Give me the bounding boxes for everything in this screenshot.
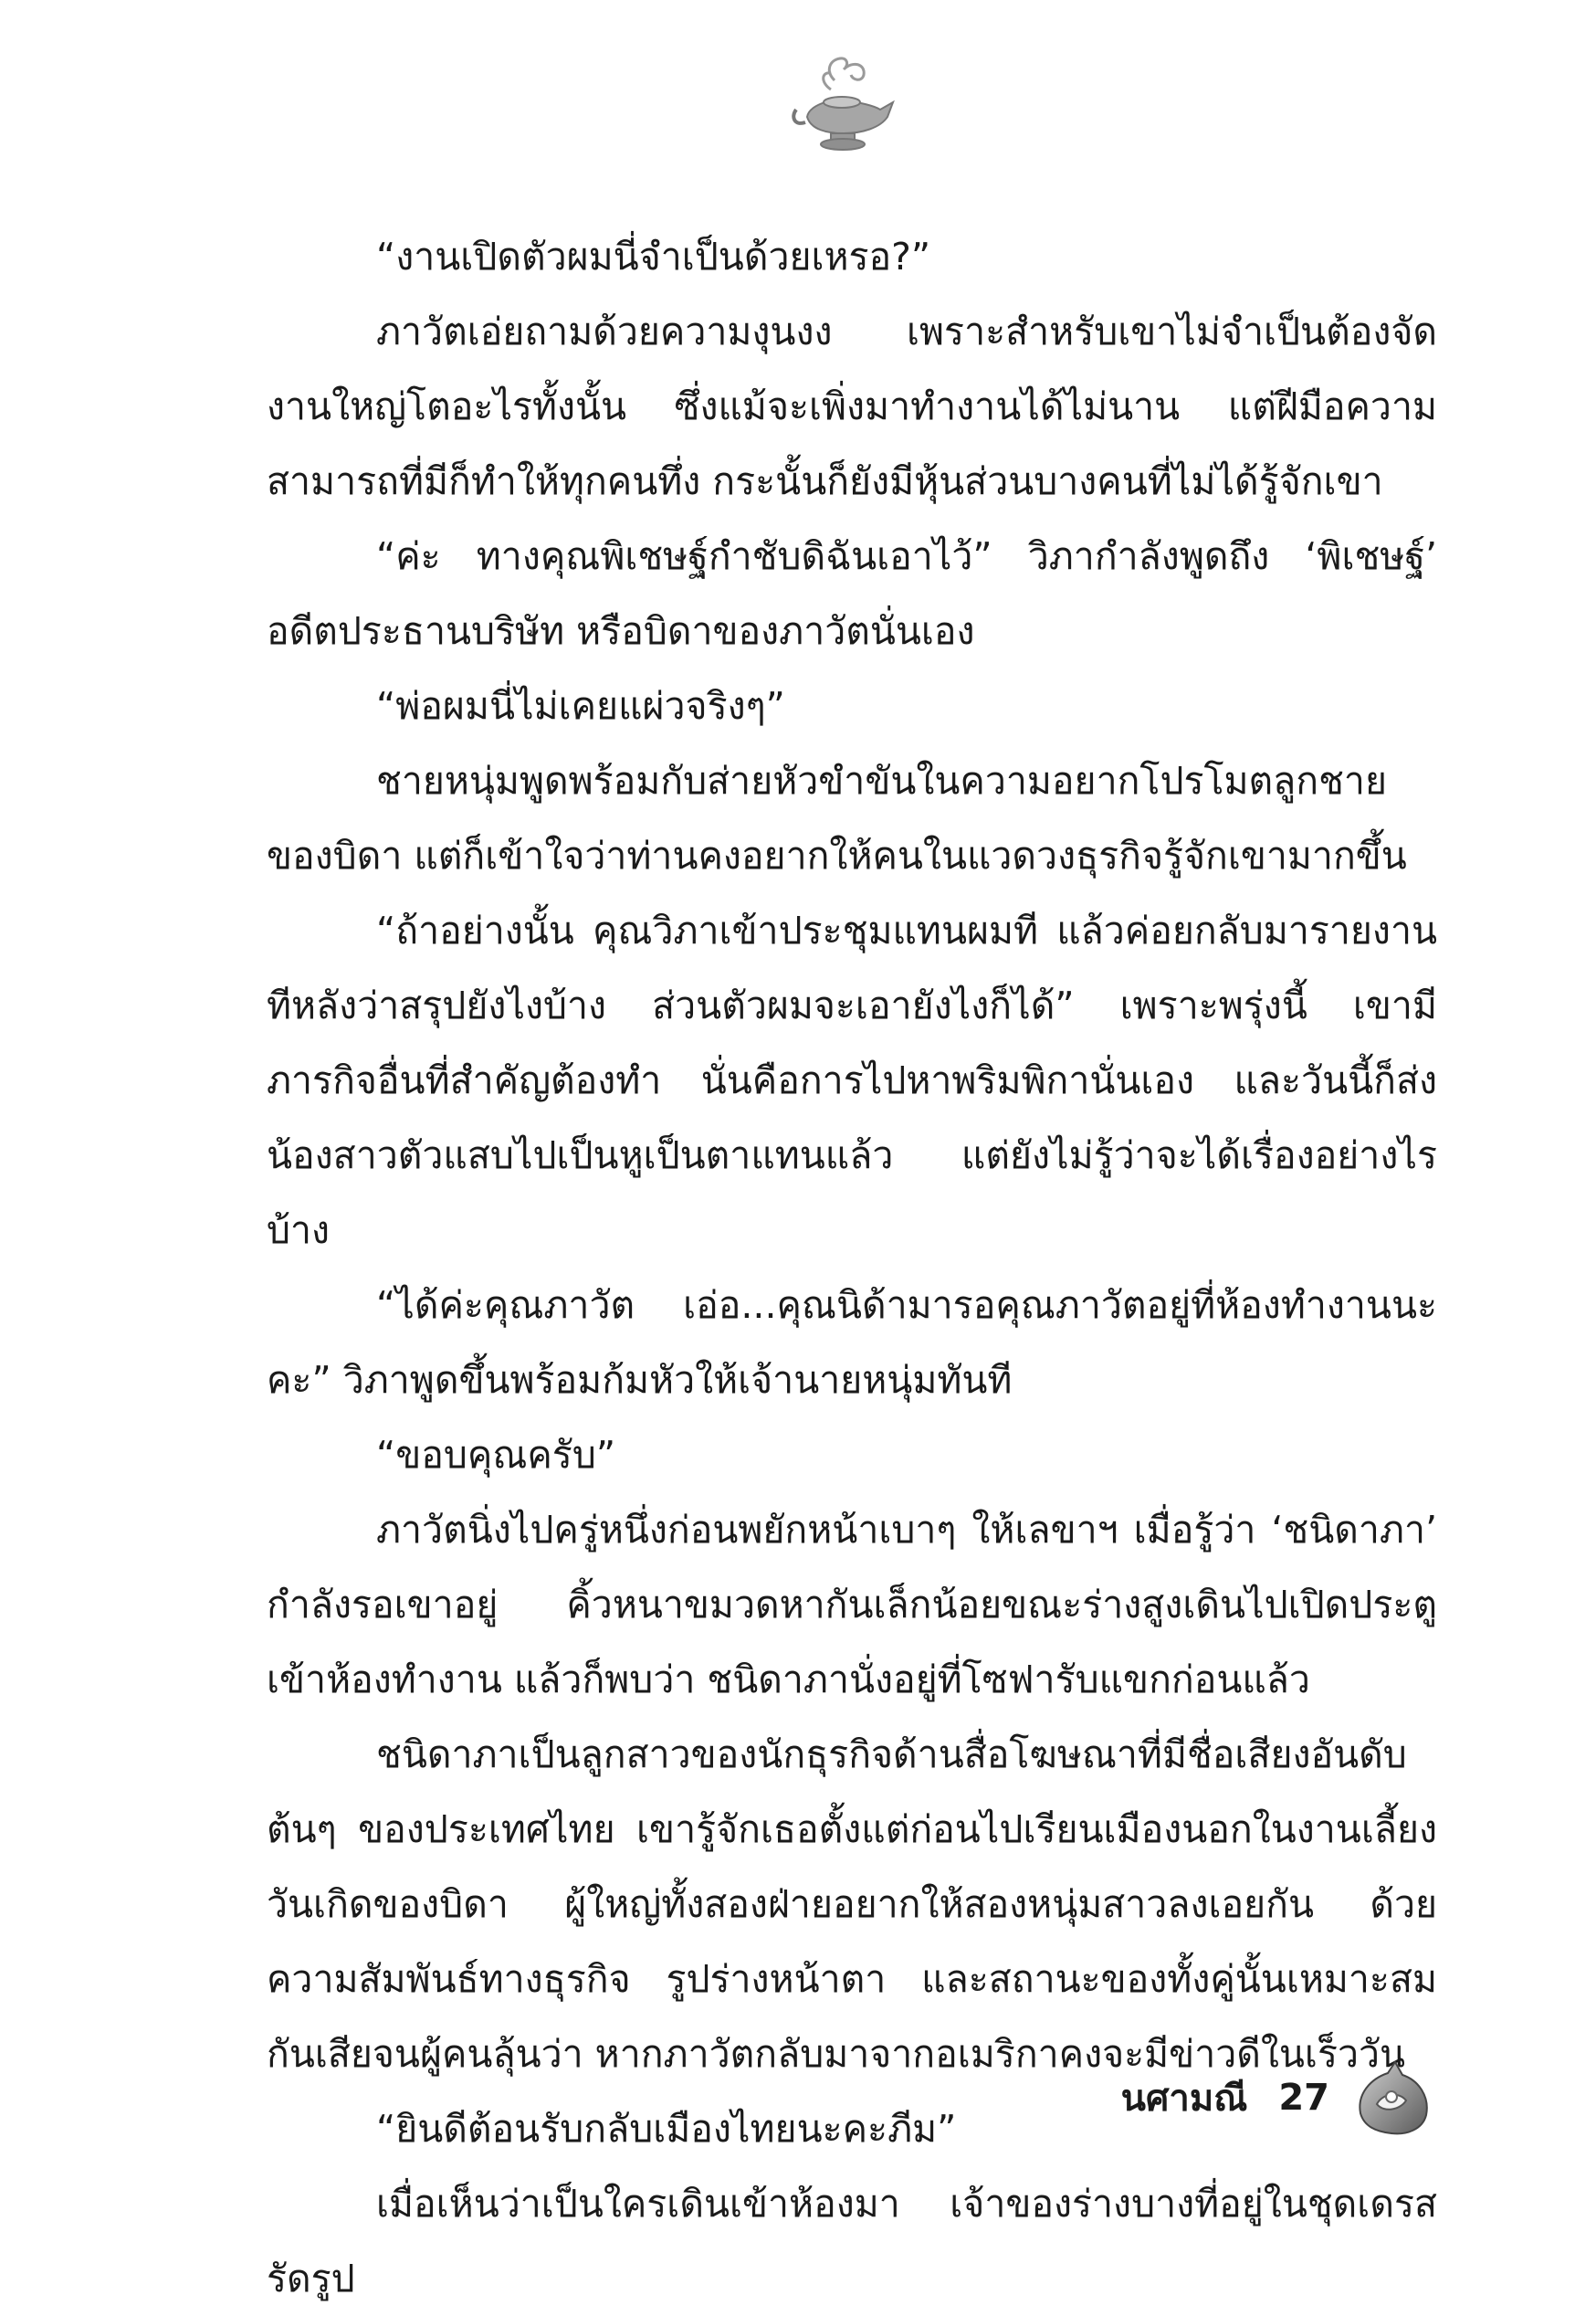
page-body xyxy=(267,219,1437,2316)
paragraph: “ได้ค่ะคุณภาวัต เอ่อ...คุณนิด้ามารอคุณภาวัตอยู่ที่ห้องทำงานนะคะ” วิภาพูดขึ้นพร้อมก้มหัวให้เจ้านายหนุ่มทันที xyxy=(267,1283,1437,1402)
paragraph: ภาวัตนิ่งไปครู่หนึ่งก่อนพยักหน้าเบาๆ ให้เลขาฯ เมื่อรู้ว่า ‘ชนิดาภา’ กำลังรอเขาอยู่ คิ้วหนาขมวดหากันเล็กน้อยขณะร่างสูงเดินไปเปิดประตูเข้าห้องทำงาน แล้วก็พบว่า ชนิดาภานั่งอยู่ที่โซฟารับแขกก่อนแล้ว xyxy=(267,1508,1437,1701)
paragraph: ชนิดาภาเป็นลูกสาวของนักธุรกิจด้านสื่อโฆษณาที่มีชื่อเสียงอันดับต้นๆ ของประเทศไทย เขารู้จักเธอตั้งแต่ก่อนไปเรียนเมืองนอกในงานเลี้ยงวันเกิดของบิดา ผู้ใหญ่ทั้งสองฝ่ายอยากให้สองหนุ่มสาวลงเอยกัน ด้วยความสัมพันธ์ทางธุรกิจ รูปร่างหน้าตา และสถานะของทั้งคู่นั้นเหมาะสมกันเสียจนผู้คนลุ้นว่า หากภาวัตกลับมาจากอเมริกาคงจะมีข่าวดีในเร็ววัน xyxy=(267,1732,1437,2076)
genie-lamp-icon xyxy=(789,53,897,153)
paragraph: “ค่ะ ทางคุณพิเชษฐ์กำชับดิฉันเอาไว้” วิภากำลังพูดถึง ‘พิเชษฐ์’ อดีตประธานบริษัท หรือบิดาของภาวัตนั่นเอง xyxy=(267,534,1437,653)
page-footer xyxy=(1121,2066,1329,2130)
paragraph: ชายหนุ่มพูดพร้อมกับส่ายหัวขำขันในความอยากโปรโมตลูกชายของบิดา แต่ก็เข้าใจว่าท่านคงอยากให้คนในแวดวงธุรกิจรู้จักเขามากขึ้น xyxy=(267,759,1407,878)
paragraph: “ขอบคุณครับ” xyxy=(376,1433,616,1477)
paragraph: “พ่อผมนี่ไม่เคยแผ่วจริงๆ” xyxy=(376,684,785,728)
book-title: นศามณี xyxy=(1120,2078,1248,2120)
paragraph: ภาวัตเอ่ยถามด้วยความงุนงง เพราะสำหรับเขาไม่จำเป็นต้องจัดงานใหญ่โตอะไรทั้งนั้น ซึ่งแม้จะเพิ่งมาทำงานได้ไม่นาน แต่ฝีมือความสามารถที่มีก็ทำให้ทุกคนทึ่ง กระนั้นก็ยังมีหุ้นส่วนบางคนที่ไม่ได้รู้จักเขา xyxy=(267,310,1437,503)
paragraph: “ยินดีต้อนรับกลับเมืองไทยนะคะภีม” xyxy=(376,2107,957,2151)
paragraph: เมื่อเห็นว่าเป็นใครเดินเข้าห้องมา เจ้าของร่างบางที่อยู่ในชุดเดรสรัดรูป xyxy=(267,2182,1437,2300)
page-number: 27 xyxy=(1278,2077,1329,2119)
paragraph: “ถ้าอย่างนั้น คุณวิภาเข้าประชุมแทนผมที แล้วค่อยกลับมารายงานทีหลังว่าสรุปยังไงบ้าง ส่วนตัวผมจะเอายังไงก็ได้” เพราะพรุ่งนี้ เขามีภารกิจอื่นที่สำคัญต้องทำ นั่นคือการไปหาพริมพิกานั่นเอง และวันนี้ก็ส่งน้องสาวตัวแสบไปเป็นหูเป็นตาแทนแล้ว แต่ยังไม่รู้ว่าจะได้เรื่องอย่างไรบ้าง xyxy=(267,909,1437,1252)
paragraph: “งานเปิดตัวผมนี่จำเป็นด้วยเหรอ?” xyxy=(376,235,931,279)
book-emblem-icon xyxy=(1351,2057,1435,2137)
